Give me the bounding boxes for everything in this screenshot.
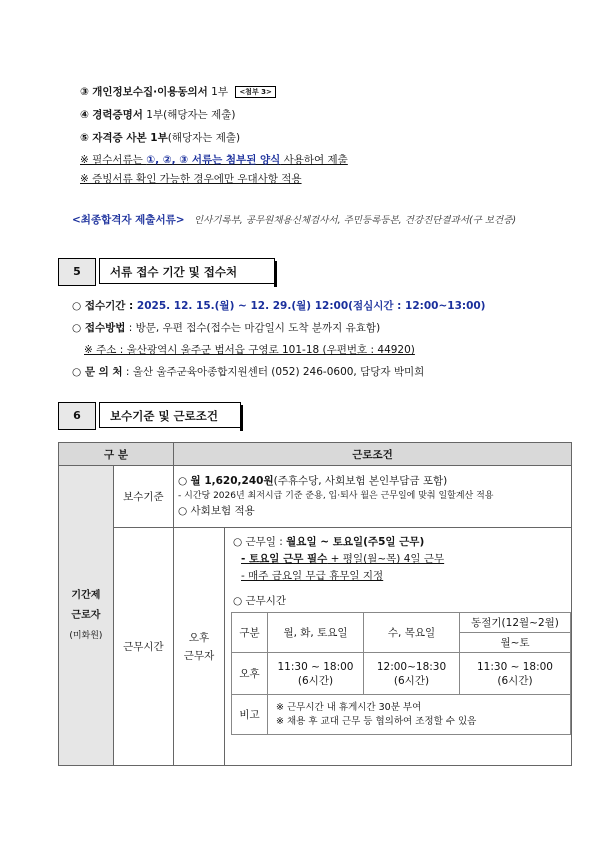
final-docs-label: <최종합격자 제출서류>	[72, 214, 185, 226]
period-line	[72, 298, 485, 313]
doc-item-5-text: 자격증 사본 1부	[92, 132, 168, 144]
header-conditions: 근로조건	[174, 443, 572, 466]
hours-h-mon: 월, 화, 토요일	[268, 613, 364, 653]
address-line: ※ 주소 : 울산광역시 울주군 범서읍 구영로 101-18 (우편번호 : 44920)	[84, 344, 415, 356]
pay-line-1-a: ○	[178, 475, 191, 487]
hours-title: ○ 근무시간	[233, 595, 287, 607]
worker-type-cell	[59, 466, 114, 766]
doc-note-1-c: 사용하여 제출	[280, 154, 348, 166]
hours-pm-2	[364, 653, 460, 695]
hours-h-winter-sub: 월~토	[460, 633, 571, 653]
hours-pm-1	[268, 653, 364, 695]
method-value: : 방문, 우편 접수(접수는 마감일시 도착 분까지 유효함)	[125, 322, 381, 334]
contact-label: ○ 문 의 처	[72, 366, 123, 378]
hours-pm-1a: 11:30 ~ 18:00	[277, 660, 354, 673]
doc-item-3	[80, 84, 276, 99]
doc-item-3-text: 개인정보수집·이용동의서	[92, 86, 208, 98]
doc-item-5-rest: (해당자는 제출)	[167, 132, 241, 144]
doc-item-4	[80, 107, 236, 122]
hours-pm-3	[460, 653, 571, 695]
shift-label-2: 근무자	[183, 649, 215, 662]
hours-h-gubun: 구분	[232, 613, 268, 653]
workday-sat-line	[233, 551, 571, 568]
doc-item-3-mark: ③	[80, 86, 89, 98]
final-docs	[72, 212, 516, 227]
doc-note-1	[80, 152, 348, 167]
hours-note-1: ※ 근무시간 내 휴게시간 30분 부여	[276, 701, 422, 713]
section-6-number: 6	[58, 402, 96, 430]
section-5-number: 5	[58, 258, 96, 286]
hours-note-2: ※ 채용 후 교대 근무 등 협의하여 조정할 수 있음	[276, 715, 477, 727]
pay-content	[174, 466, 572, 528]
doc-item-5-mark: ⑤	[80, 132, 89, 144]
hours-pm-3b: (6시간)	[497, 674, 533, 687]
worker-type-line2: 근로자	[71, 609, 101, 621]
hours-note	[268, 695, 571, 735]
hours-pm-1b: (6시간)	[297, 674, 334, 687]
section-5-title: 서류 접수 기간 및 접수처	[99, 258, 275, 284]
worker-type-line3: (미화원)	[69, 630, 103, 641]
doc-item-3-count: 1부	[207, 86, 228, 98]
workday-a: ○ 근무일 :	[233, 536, 287, 548]
pay-line-1-c: (주휴수당, 사회보험 본인부담금 포함)	[273, 475, 448, 487]
contact-line	[72, 364, 424, 379]
hours-h-winter: 동절기(12월~2월)	[460, 613, 571, 633]
doc-item-5	[80, 130, 240, 145]
hours-r-note: 비고	[232, 695, 268, 735]
pay-line-2: - 시간당 2026년 최저시급 기준 준용, 입·퇴사 월은 근무일에 맞춰 일할계산 적용	[178, 491, 494, 501]
method-line	[72, 320, 380, 335]
workday-sat-b: + 평일(월~목) 4일 근무	[327, 553, 445, 565]
hours-pm-2a: 12:00~18:30	[376, 660, 447, 673]
work-hours-label: 근무시간	[113, 528, 173, 766]
shift-label	[174, 528, 225, 766]
doc-note-2: ※ 증빙서류 확인 가능한 경우에만 우대사항 적용	[80, 173, 302, 185]
doc-note-1-a: ※ 필수서류는	[80, 154, 147, 166]
pay-amount: 월 1,620,240원	[190, 475, 274, 487]
header-gubun: 구 분	[59, 443, 174, 466]
hours-h-wed: 수, 목요일	[364, 613, 460, 653]
work-hours-content	[225, 528, 572, 766]
doc-item-4-text: 경력증명서	[92, 109, 143, 121]
work-conditions-table	[58, 442, 572, 766]
hours-pm-3a: 11:30 ~ 18:00	[477, 660, 553, 673]
workday-fri-line: - 매주 금요일 무급 휴무일 지정	[241, 570, 384, 582]
attachment-tag: <첨부 3>	[235, 86, 276, 98]
doc-note-1-b: ①, ②, ③ 서류는 첨부된 양식	[146, 154, 281, 166]
workday-line	[233, 534, 571, 551]
contact-value: : 울산 울주군육아종합지원센터 (052) 246-0600, 담당자 박미희	[122, 366, 425, 378]
final-docs-text: 인사기록부, 공무원채용신체검사서, 주민등록등본, 건강진단결과서(구 보건증)	[193, 215, 517, 226]
pay-label: 보수기준	[113, 466, 173, 528]
pay-line-1	[178, 474, 567, 489]
period-value: 2025. 12. 15.(월) ~ 12. 29.(월) 12:00(점심시간 : 12:00~13:00)	[136, 300, 486, 312]
worker-type-line1: 기간제	[71, 589, 101, 601]
hours-pm-2b: (6시간)	[393, 674, 430, 687]
doc-item-4-mark: ④	[80, 109, 89, 121]
shift-label-1: 오후	[188, 631, 210, 644]
pay-line-3: ○ 사회보험 적용	[178, 505, 255, 517]
doc-item-4-rest: 1부(해당자는 제출)	[142, 109, 236, 121]
hours-table	[231, 612, 571, 735]
method-label: ○ 접수방법	[72, 322, 126, 334]
section-6-title: 보수기준 및 근로조건	[99, 402, 241, 428]
workday-b: 월요일 ~ 토요일(주5일 근무)	[286, 536, 425, 548]
hours-r-pm: 오후	[232, 653, 268, 695]
period-label: ○ 접수기간 :	[72, 300, 137, 312]
workday-sat-a: - 토요일 근무 필수	[241, 553, 328, 565]
